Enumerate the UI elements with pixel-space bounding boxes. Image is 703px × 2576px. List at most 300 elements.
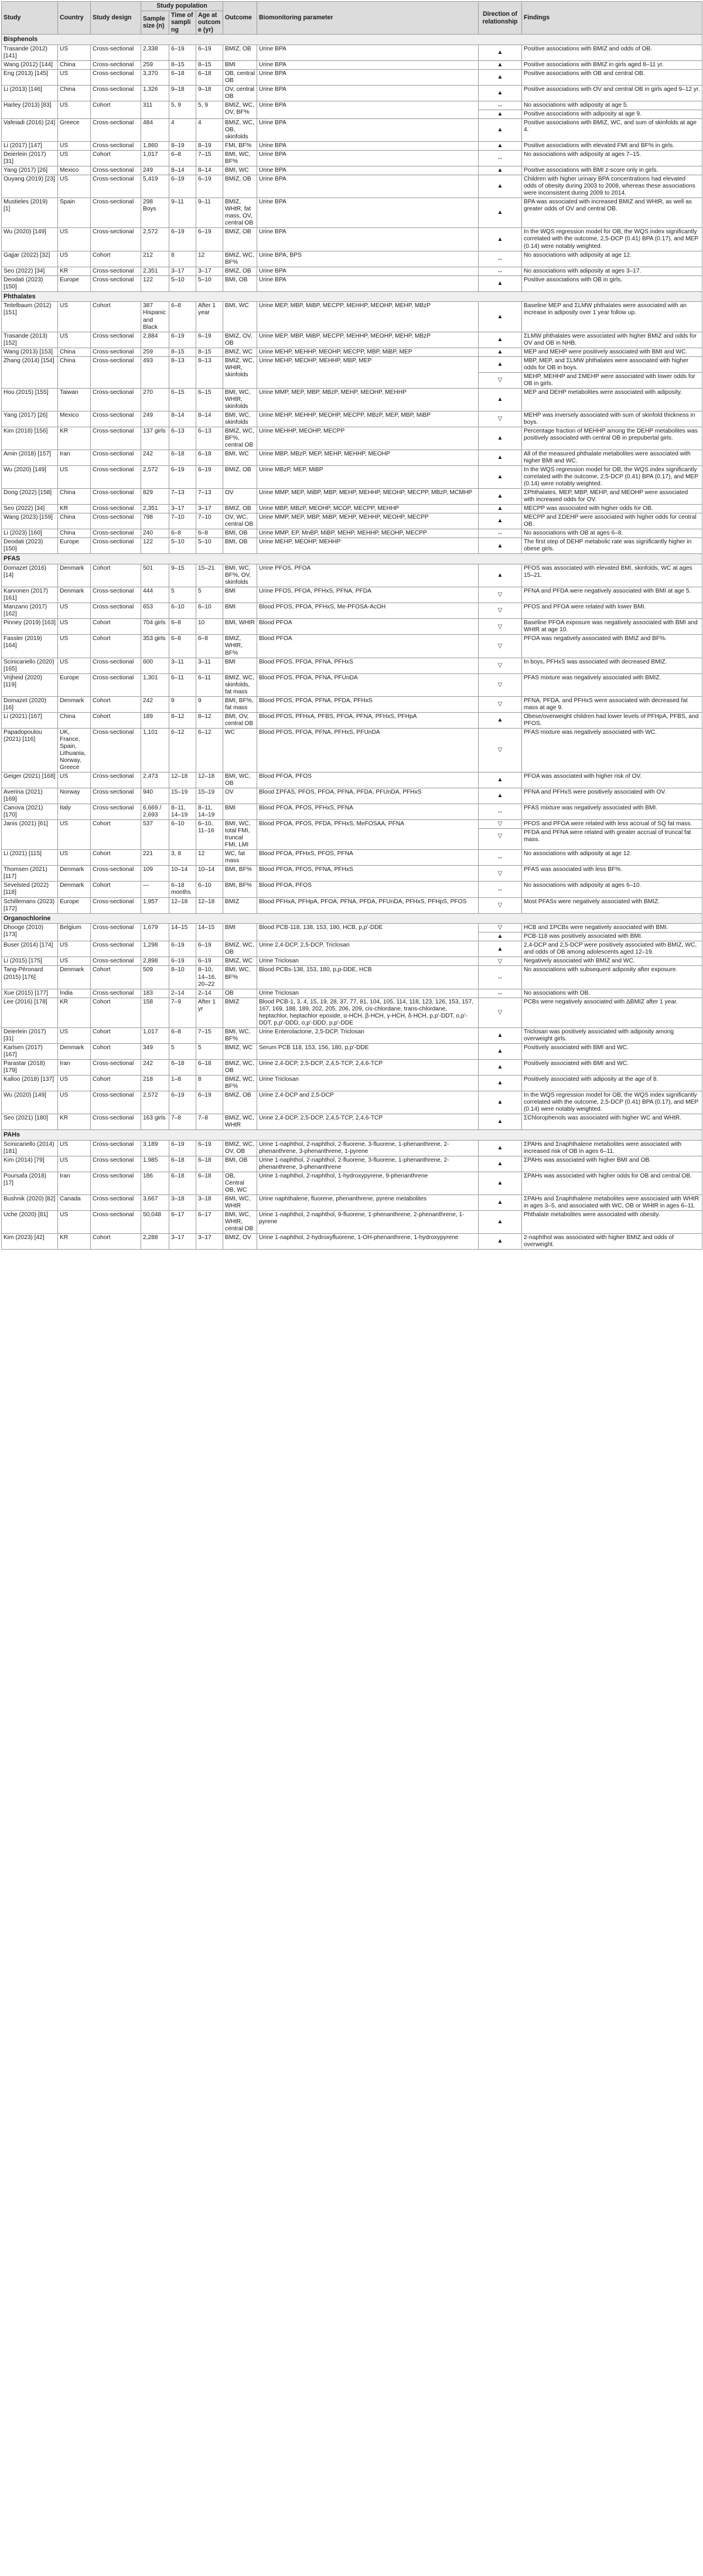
cell-design: Cross-sectional	[91, 489, 141, 505]
cell-age: 6–19	[196, 941, 223, 957]
cell-age: 8–19	[196, 142, 223, 151]
cell-time: 6–19	[169, 1091, 196, 1114]
cell-time: 6–8	[169, 619, 196, 635]
cell-findings: MEP and DEHP metabolites were associated with adiposity.	[522, 388, 702, 411]
cell-time: 4	[169, 119, 196, 142]
cell-sample-size: 2,473	[141, 773, 169, 788]
cell-age: 7–15	[196, 1027, 223, 1043]
cell-age: 7–8	[196, 1114, 223, 1130]
cell-time: 3, 8	[169, 850, 196, 866]
cell-age: 6–8	[196, 529, 223, 538]
cell-sample-size: 444	[141, 587, 169, 603]
cell-biomonitoring: Blood PFOA	[257, 635, 479, 658]
cell-design: Cross-sectional	[91, 924, 141, 941]
cell-age: 8–14	[196, 166, 223, 175]
cell-age: 3–17	[196, 1234, 223, 1250]
cell-biomonitoring: Blood PFOA, PFOS, PFNA, PFHxS	[257, 866, 479, 882]
cell-sample-size: 1,326	[141, 85, 169, 101]
cell-design: Cohort	[91, 966, 141, 989]
cell-biomonitoring: Serum PCB 118, 153, 156, 180, p,p'-DDE	[257, 1043, 479, 1059]
cell-age: 5–10	[196, 538, 223, 554]
table-row	[2, 1234, 702, 1250]
direction-icon: ▲	[479, 388, 522, 411]
cell-biomonitoring: Urine BPA	[257, 175, 479, 198]
cell-age: 6–19	[196, 228, 223, 251]
group-row	[2, 1130, 702, 1141]
cell-findings: Positive associations with BMIZ and odds of OB.	[522, 45, 702, 60]
cell-biomonitoring: Blood PFOA, PFHxS, PFOS, PFNA	[257, 850, 479, 866]
group-heading: PAHs	[2, 1130, 702, 1141]
cell-outcome: BMIZ, WHtR, fat mass, OV, central OB	[223, 198, 257, 228]
cell-age: 9–18	[196, 85, 223, 101]
direction-icon: ▽	[479, 866, 522, 882]
col-population: Study population	[141, 2, 223, 11]
cell-direction	[479, 820, 522, 850]
cell-design: Cross-sectional	[91, 603, 141, 619]
cell-country: US	[58, 603, 91, 619]
direction-icon: ↔	[479, 267, 522, 275]
cell-country: US	[58, 69, 91, 85]
cell-design: Cross-sectional	[91, 673, 141, 696]
cell-country: US	[58, 850, 91, 866]
cell-outcome: BMI, WC, BF%, OV, skinfolds	[223, 564, 257, 587]
cell-findings: MEHP was inversely associated with sum of skinfold thickness in boys.	[522, 411, 702, 427]
cell-design: Cohort	[91, 635, 141, 658]
col-biomonitoring: Biomonitoring parameter	[257, 2, 479, 35]
cell-outcome: BMI, BF%	[223, 882, 257, 897]
cell-outcome: BMI, WC, WHtR, skinfolds	[223, 388, 257, 411]
cell-biomonitoring: Urine MBP, MBzP, MEP, MEHP, MEHHP, MEOHP	[257, 450, 479, 466]
cell-country: KR	[58, 427, 91, 450]
group-row	[2, 913, 702, 924]
cell-sample-size: 163 girls	[141, 1114, 169, 1130]
col-direction: Direction of relationship	[479, 2, 522, 35]
cell-sample-size: 259	[141, 60, 169, 69]
table-row	[2, 1059, 702, 1075]
cell-sample-size: 242	[141, 696, 169, 712]
cell-country: Denmark	[58, 866, 91, 882]
cell-study: Harley (2013) [83]	[2, 101, 58, 118]
cell-study: Kalloo (2018) [137]	[2, 1075, 58, 1091]
direction-icon: ▽	[479, 728, 522, 772]
cell-biomonitoring: Urine BPA	[257, 119, 479, 142]
table-row	[2, 85, 702, 101]
cell-biomonitoring: Urine BPA	[257, 142, 479, 151]
table-row	[2, 788, 702, 804]
cell-age: 6–17	[196, 1211, 223, 1234]
cell-findings: No associations with OB at ages 6–8.	[522, 529, 702, 538]
table-row	[2, 924, 702, 941]
table-row	[2, 1114, 702, 1130]
cell-age: 7–13	[196, 489, 223, 505]
cell-time: 3–11	[169, 658, 196, 673]
cell-time: 8–11, 14–19	[169, 804, 196, 820]
direction-icon: ▲	[479, 302, 522, 332]
cell-sample-size: 109	[141, 866, 169, 882]
cell-study: Bushnik (2020) [82]	[2, 1195, 58, 1211]
cell-country: Denmark	[58, 1043, 91, 1059]
cell-age: 6–18	[196, 1156, 223, 1172]
cell-sample-size: 221	[141, 850, 169, 866]
cell-findings: ΣPAHs was associated with higher odds for OB and central OB.	[522, 1172, 702, 1195]
direction-icon: ▽	[479, 998, 522, 1027]
direction-icon: ↔	[479, 529, 522, 538]
table-row	[2, 658, 702, 673]
cell-biomonitoring: Urine MEHP, MEOHP, MEHHP, MBP, MEP	[257, 356, 479, 388]
cell-findings: PCBs were negatively associated with ΔBMIZ after 1 year.	[522, 998, 702, 1027]
cell-country: Iran	[58, 1059, 91, 1075]
cell-findings: No associations with adiposity at ages 3–17.	[522, 267, 702, 275]
cell-study: Li (2015) [175]	[2, 957, 58, 966]
table-row	[2, 941, 702, 957]
cell-findings: 2-naphthol was associated with higher BMIZ and odds of overweight.	[522, 1234, 702, 1250]
cell-sample-size: 3,667	[141, 1195, 169, 1211]
cell-time: 6–19	[169, 941, 196, 957]
cell-study: Li (2021) [115]	[2, 850, 58, 866]
cell-findings: ΣLMW phthalates were associated with higher BMIZ and odds for OV and OB in NHB.	[522, 332, 702, 348]
cell-design: Cross-sectional	[91, 388, 141, 411]
cell-age: 6–19	[196, 957, 223, 966]
group-row	[2, 291, 702, 302]
cell-country: Europe	[58, 673, 91, 696]
cell-age: 3–17	[196, 267, 223, 275]
cell-sample-size: 1,679	[141, 924, 169, 941]
cell-findings: PFOA was negatively associated with BMIZ and BF%.	[522, 635, 702, 658]
col-study: Study	[2, 2, 58, 35]
cell-age: 6–18	[196, 1172, 223, 1195]
cell-sample-size: 2,898	[141, 957, 169, 966]
cell-time: 8–15	[169, 60, 196, 69]
cell-outcome: BMIZ, WC, OV, BF%	[223, 101, 257, 118]
group-heading: Bisphenols	[2, 35, 702, 45]
cell-time: 12–18	[169, 773, 196, 788]
group-row	[2, 35, 702, 45]
cell-biomonitoring: Urine BPA	[257, 69, 479, 85]
cell-time: 1–8	[169, 1075, 196, 1091]
cell-country: Denmark	[58, 966, 91, 989]
cell-time: 6–8	[169, 151, 196, 166]
cell-time: 5	[169, 1043, 196, 1059]
cell-design: Cross-sectional	[91, 529, 141, 538]
cell-design: Cross-sectional	[91, 505, 141, 513]
direction-icon: ▲	[479, 1043, 522, 1059]
cell-biomonitoring: Urine 1-naphthol, 2-naphthol, 2-fluorene, 3-fluorene, 1-phenanthrene, 2-phenanthrene, 3-phenanthrene	[257, 1156, 479, 1172]
finding-item: HCB and ΣPCBs were negatively associated with BMI.	[522, 924, 702, 933]
cell-findings: Positive associations with OB in girls.	[522, 275, 702, 291]
cell-study: Wang (2012) [144]	[2, 60, 58, 69]
cell-time: 15–19	[169, 788, 196, 804]
table-row	[2, 175, 702, 198]
cell-design: Cohort	[91, 712, 141, 728]
cell-age: 12–18	[196, 897, 223, 913]
cell-outcome: BMI, OV, central OB	[223, 712, 257, 728]
cell-time: 7–10	[169, 513, 196, 529]
cell-study: Kim (2014) [79]	[2, 1156, 58, 1172]
cell-study: Dhooge (2010) [173]	[2, 924, 58, 941]
cell-age: 6–19	[196, 1140, 223, 1156]
cell-outcome: BMI, OB	[223, 538, 257, 554]
cell-outcome: WC	[223, 728, 257, 772]
cell-sample-size: 1,860	[141, 142, 169, 151]
cell-biomonitoring: Urine BPA	[257, 85, 479, 101]
cell-design: Cross-sectional	[91, 773, 141, 788]
cell-study: Xue (2015) [177]	[2, 989, 58, 998]
cell-time: 5, 9	[169, 101, 196, 118]
cell-biomonitoring: Blood PFOS, PFOA, PFNA, PFUnDA	[257, 673, 479, 696]
col-findings: Findings	[522, 2, 702, 35]
cell-sample-size: 189	[141, 712, 169, 728]
cell-sample-size: 940	[141, 788, 169, 804]
cell-country: US	[58, 820, 91, 850]
direction-icon: ▲	[479, 1075, 522, 1091]
cell-age: 8	[196, 1075, 223, 1091]
cell-time: 5–10	[169, 275, 196, 291]
cell-outcome: BMI, WC, BF%	[223, 151, 257, 166]
cell-time: 6–17	[169, 1211, 196, 1234]
cell-study: Teitelbaum (2012) [151]	[2, 302, 58, 332]
cell-country: US	[58, 1027, 91, 1043]
cell-findings: Positive associations with BMIZ in girls aged 8–11 yr.	[522, 60, 702, 69]
cell-country: US	[58, 332, 91, 348]
cell-age: 6–19	[196, 466, 223, 489]
cell-sample-size: 2,338	[141, 45, 169, 60]
cell-design: Cross-sectional	[91, 788, 141, 804]
cell-outcome: BMIZ, WC, WHtR, skinfolds	[223, 356, 257, 388]
cell-time: 6–8	[169, 529, 196, 538]
cell-outcome: BMIZ, OV, OB	[223, 332, 257, 348]
cell-design: Cross-sectional	[91, 897, 141, 913]
direction-icon: ↔	[479, 804, 522, 820]
cell-study: Amin (2018) [157]	[2, 450, 58, 466]
cell-direction	[479, 101, 522, 118]
cell-time: 6–18	[169, 1059, 196, 1075]
cell-study: Kim (2023) [42]	[2, 1234, 58, 1250]
cell-study: Seo (2021) [180]	[2, 1114, 58, 1130]
cell-sample-size: 5,419	[141, 175, 169, 198]
cell-age: 6–13	[196, 427, 223, 450]
cell-outcome: BMI, WC, skinfolds	[223, 411, 257, 427]
cell-study: Zhang (2014) [154]	[2, 356, 58, 388]
cell-study: Seo (2022) [34]	[2, 267, 58, 275]
cell-country: US	[58, 251, 91, 267]
cell-outcome: OV	[223, 489, 257, 505]
table-row	[2, 957, 702, 966]
cell-time: 6–19	[169, 466, 196, 489]
cell-time: 3–17	[169, 505, 196, 513]
cell-time: 7–8	[169, 1114, 196, 1130]
cell-sample-size: 501	[141, 564, 169, 587]
table-row	[2, 673, 702, 696]
cell-country: Iran	[58, 1172, 91, 1195]
cell-study: Poursafa (2018) [17]	[2, 1172, 58, 1195]
cell-findings: No associations with adiposity at age 12.	[522, 251, 702, 267]
cell-sample-size: 2,351	[141, 505, 169, 513]
cell-sample-size: 2,288	[141, 1234, 169, 1250]
direction-icon: ▲	[479, 1059, 522, 1075]
cell-design: Cross-sectional	[91, 275, 141, 291]
cell-study: Deierlein (2017) [31]	[2, 151, 58, 166]
cell-sample-size: 1,298	[141, 941, 169, 957]
cell-study: Wu (2020) [149]	[2, 1091, 58, 1114]
cell-sample-size: 493	[141, 356, 169, 388]
cell-design: Cross-sectional	[91, 198, 141, 228]
cell-age: 15–21	[196, 564, 223, 587]
col-outcome: Outcome	[223, 2, 257, 35]
cell-biomonitoring: Urine MEP, MBP, MiBP, MECPP, MEHHP, MEOHP, MEHP, MBzP	[257, 302, 479, 332]
cell-country: China	[58, 356, 91, 388]
table-row	[2, 897, 702, 913]
cell-findings: PFOS was associated with elevated BMI, skinfolds, WC at ages 15–21.	[522, 564, 702, 587]
cell-findings: ΣPAHs was associated with higher BMI and OB.	[522, 1156, 702, 1172]
cell-outcome: BMI	[223, 804, 257, 820]
cell-biomonitoring: Urine Triclosan	[257, 989, 479, 998]
cell-findings: No associations with subsequent adiposity after exposure.	[522, 966, 702, 989]
cell-design: Cross-sectional	[91, 450, 141, 466]
cell-outcome: BMIZ	[223, 998, 257, 1027]
cell-design: Cohort	[91, 696, 141, 712]
cell-country: US	[58, 228, 91, 251]
cell-outcome: OV	[223, 788, 257, 804]
cell-outcome: BMI, WC, BF%	[223, 966, 257, 989]
cell-age: 3–11	[196, 658, 223, 673]
cell-country: US	[58, 466, 91, 489]
finding-item: PCB-118 was positively associated with BMI.	[524, 933, 643, 940]
finding-item: PFDA and PFNA were related with greater accrual of truncal fat mass.	[524, 829, 691, 843]
direction-icon: ▲	[497, 110, 503, 117]
table-row	[2, 60, 702, 69]
cell-biomonitoring: Urine MEHP, MEOHP, MEHHP	[257, 538, 479, 554]
cell-biomonitoring: Blood ΣPFAS, PFOS, PFOA, PFNA, PFDA, PFUnDA, PFHxS	[257, 788, 479, 804]
cell-outcome: BMIZ, OB	[223, 175, 257, 198]
cell-outcome: BMI, WC	[223, 450, 257, 466]
cell-study: Domazet (2020) [16]	[2, 696, 58, 712]
table-row	[2, 773, 702, 788]
cell-biomonitoring: Urine BPA	[257, 101, 479, 118]
cell-study: Deodati (2023) [150]	[2, 538, 58, 554]
cell-time: 6–19	[169, 957, 196, 966]
biomonitoring-table	[1, 1, 702, 1250]
cell-design: Cross-sectional	[91, 427, 141, 450]
direction-icon: ↔	[479, 989, 522, 998]
cell-country: US	[58, 151, 91, 166]
cell-sample-size: 122	[141, 275, 169, 291]
cell-design: Cohort	[91, 101, 141, 118]
direction-icon: ▽	[479, 924, 521, 933]
cell-sample-size: 122	[141, 538, 169, 554]
cell-sample-size: 1,957	[141, 897, 169, 913]
direction-icon: ▲	[479, 1234, 522, 1250]
cell-outcome: BMIZ, OB	[223, 45, 257, 60]
cell-findings: No associations with OB.	[522, 989, 702, 998]
cell-biomonitoring: Urine PFOS, PFOA, PFHxS, PFNA, PFDA	[257, 587, 479, 603]
finding-item: Positive associations with adiposity at age 9.	[524, 110, 642, 117]
cell-design: Cross-sectional	[91, 1140, 141, 1156]
cell-biomonitoring: Urine BPA, BPS	[257, 251, 479, 267]
cell-country: Spain	[58, 198, 91, 228]
cell-sample-size: 653	[141, 603, 169, 619]
direction-icon: ↔	[479, 850, 522, 866]
cell-time: 3–17	[169, 1234, 196, 1250]
cell-biomonitoring: Urine MBzP, MEP, MiBP	[257, 466, 479, 489]
cell-country: UK, France, Spain, Lithuania, Norway, Greece	[58, 728, 91, 772]
cell-biomonitoring: Blood PFOS, PFOA, PFHxS, Me-PFOSA-AcOH	[257, 603, 479, 619]
cell-study: Kim (2018) [156]	[2, 427, 58, 450]
cell-country: US	[58, 45, 91, 60]
table-row	[2, 1211, 702, 1234]
table-row	[2, 538, 702, 554]
cell-design: Cohort	[91, 564, 141, 587]
cell-design: Cross-sectional	[91, 587, 141, 603]
cell-study: Fassler (2019) [164]	[2, 635, 58, 658]
cell-biomonitoring: Urine MEP, MBP, MiBP, MECPP, MEHHP, MEOHP, MEHP, MBzP	[257, 332, 479, 348]
cell-study: Yang (2017) [26]	[2, 166, 58, 175]
cell-study: Yang (2017) [26]	[2, 411, 58, 427]
cell-design: Cross-sectional	[91, 175, 141, 198]
cell-outcome: BMI	[223, 924, 257, 941]
cell-country: China	[58, 712, 91, 728]
cell-time: 10–14	[169, 866, 196, 882]
cell-time: 6–18	[169, 1172, 196, 1195]
cell-age: 6–11	[196, 673, 223, 696]
cell-time: 9–15	[169, 564, 196, 587]
cell-sample-size: 6,669 / 2,693	[141, 804, 169, 820]
cell-study: Li (2017) [147]	[2, 142, 58, 151]
direction-icon: ▽	[479, 957, 522, 966]
cell-design: Cohort	[91, 619, 141, 635]
cell-study: Vafeiadi (2016) [24]	[2, 119, 58, 142]
cell-sample-size: 311	[141, 101, 169, 118]
cell-age: 3–17	[196, 505, 223, 513]
cell-findings: MECPP and ΣDEHP were associated with higher odds for central OB.	[522, 513, 702, 529]
cell-country: KR	[58, 1114, 91, 1130]
cell-sample-size: 1,017	[141, 1027, 169, 1043]
cell-study: Scinicariello (2014) [181]	[2, 1140, 58, 1156]
direction-icon: ▲	[479, 538, 522, 554]
cell-country: US	[58, 957, 91, 966]
table-row	[2, 505, 702, 513]
cell-age: 6–19	[196, 1091, 223, 1114]
cell-design: Cohort	[91, 1027, 141, 1043]
cell-design: Cross-sectional	[91, 69, 141, 85]
cell-time: 6–19	[169, 45, 196, 60]
direction-icon: ▲	[479, 166, 522, 175]
table-row	[2, 466, 702, 489]
cell-outcome: BMI	[223, 603, 257, 619]
table-body	[2, 35, 702, 1250]
cell-sample-size: 242	[141, 450, 169, 466]
table-row	[2, 388, 702, 411]
cell-findings: PFOS and PFOA were related with lower BMI.	[522, 603, 702, 619]
cell-country: Canada	[58, 1195, 91, 1211]
direction-icon: ↔	[479, 251, 522, 267]
cell-findings: Positive associations with elevated FMI and BF% in girls.	[522, 142, 702, 151]
cell-age: 6–19	[196, 45, 223, 60]
cell-design: Cross-sectional	[91, 1211, 141, 1234]
cell-design: Cross-sectional	[91, 267, 141, 275]
cell-findings: The first step of DEHP metabolic rate was significantly higher in obese girls.	[522, 538, 702, 554]
cell-biomonitoring: Urine 1-naphthol, 2-naphthol, 9-fluorene, 1-phenanthrene, 2-phenanthrene, 1-pyrene	[257, 1211, 479, 1234]
cell-outcome: BMIZ, WC, OB	[223, 941, 257, 957]
cell-design: Cohort	[91, 850, 141, 866]
cell-findings: Percentage fraction of MEHHP among the DEHP metabolites was positively associated with central OB in prepubertal girls.	[522, 427, 702, 450]
cell-time: 8–13	[169, 356, 196, 388]
cell-sample-size: 186	[141, 1172, 169, 1195]
cell-findings: No associations with adiposity at ages 7–15.	[522, 151, 702, 166]
cell-direction	[479, 924, 522, 941]
cell-sample-size: 829	[141, 489, 169, 505]
cell-study: Karvonen (2017) [161]	[2, 587, 58, 603]
cell-findings: In the WQS regression model for OB, the WQS index significantly correlated with the outcome, 2,5-DCP (0.41) BPA (0.17), and MEP (0.14) were notably weighted.	[522, 1091, 702, 1114]
